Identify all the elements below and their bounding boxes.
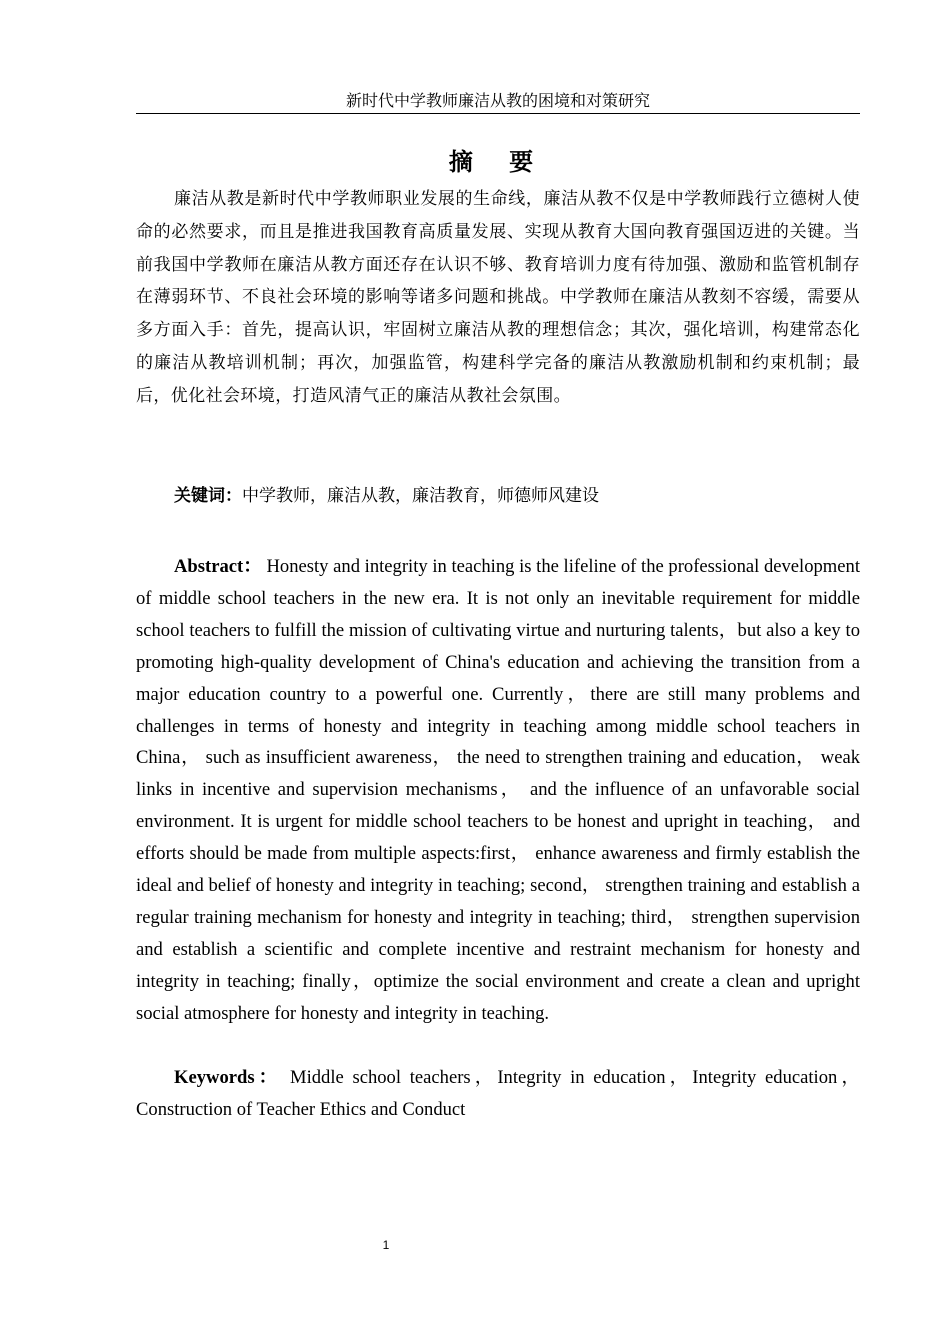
abstract-title: 摘 要 <box>448 148 548 176</box>
english-abstract <box>136 551 860 1030</box>
running-title: 新时代中学教师廉洁从教的困境和对策研究 <box>345 91 650 110</box>
running-header <box>136 88 860 114</box>
chinese-keywords-label: 关键词： <box>174 486 242 506</box>
english-keywords <box>136 1062 860 1125</box>
english-abstract-label: Abstract： <box>174 556 262 577</box>
page-number: 1 <box>382 1238 390 1252</box>
english-abstract-body: Honesty and integrity in teaching is the lifeline of the professional development of middle school teachers in the new era. It is not only an inevitable requirement for middle school teachers to fulfill the mission of cultivating virtue and nurturing talents，but also a key to promoting high-quality development of China's education and achieving the transition from a major education country to a powerful one. Currently，there are still many problems and challenges in terms of honesty and integrity in teaching among middle school teachers in China， such as insufficient awareness， the need to strengthen training and education， weak links in incentive and supervision mechanisms， and the influence of an unfavorable social environment. It is urgent for middle school teachers to be honest and upright in teaching， and efforts should be made from multiple aspects:first， enhance awareness and firmly establish the ideal and belief of honesty and integrity in teaching; second， strengthen training and establish a regular training mechanism for honesty and integrity in teaching; third， strengthen supervision and establish a scientific and complete incentive and restraint mechanism for honesty and integrity in teaching; finally，optimize the social environment and create a clean and upright social atmosphere for honesty and integrity in teaching. <box>136 556 860 1024</box>
chinese-keywords <box>136 480 860 512</box>
english-keywords-text: Middle school teachers，Integrity in education，Integrity education，Construction of Teacher Ethics and Conduct <box>136 1067 860 1120</box>
chinese-abstract-body: 廉洁从教是新时代中学教师职业发展的生命线，廉洁从教不仅是中学教师践行立德树人使命的必然要求，而且是推进我国教育高质量发展、实现从教育大国向教育强国迈进的关键。当前我国中学教师在廉洁从教方面还存在认识不够、教育培训力度有待加强、激励和监管机制存在薄弱环节、不良社会环境的影响等诸多问题和挑战。中学教师在廉洁从教刻不容缓，需要从多方面入手：首先，提高认识，牢固树立廉洁从教的理想信念；其次，强化培训，构建常态化的廉洁从教培训机制；再次，加强监管，构建科学完备的廉洁从教激励机制和约束机制；最后，优化社会环境，打造风清气正的廉洁从教社会氛围。 <box>136 189 860 406</box>
chinese-keywords-text: 中学教师，廉洁从教，廉洁教育，师德师风建设 <box>242 486 599 506</box>
english-keywords-label: Keywords： <box>174 1067 282 1088</box>
